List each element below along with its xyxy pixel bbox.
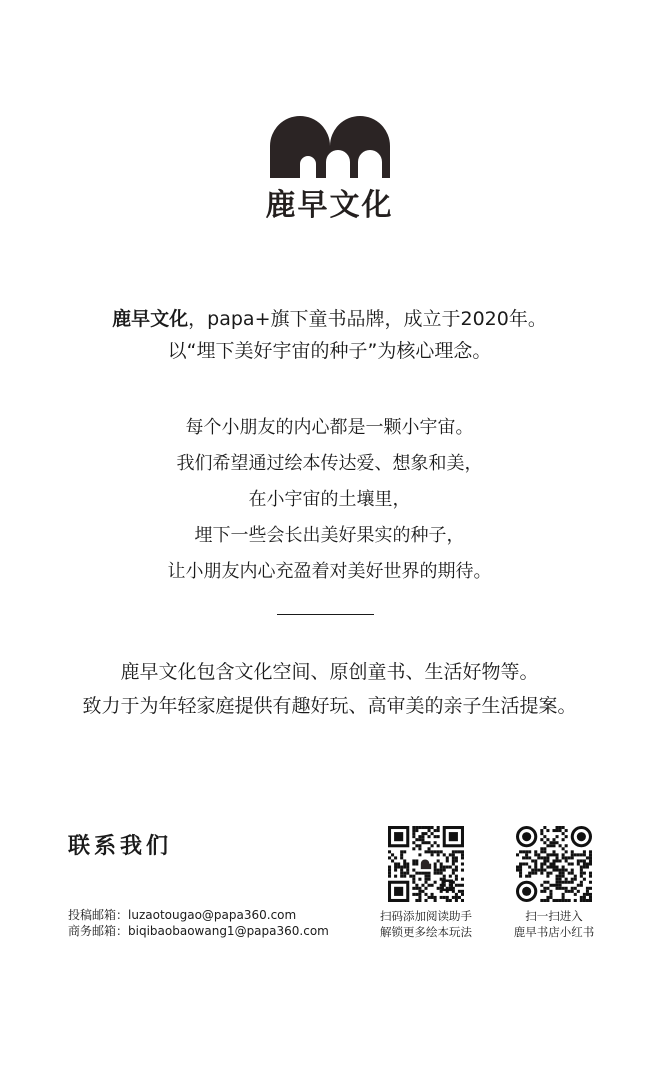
qr-caption-line-1: 扫一扫进入 (525, 909, 583, 923)
business-email-label: 商务邮箱： (68, 924, 129, 938)
qr-xiaohongshu (489, 826, 619, 940)
intro-brand-name: 鹿早文化 (112, 308, 189, 330)
intro-paragraph (0, 303, 659, 367)
outro-paragraph (0, 655, 659, 723)
qr-caption (361, 908, 491, 940)
submission-email-link[interactable]: luzaotougao@papa360.com (128, 908, 297, 922)
deer-logo-icon (270, 116, 390, 178)
brand-name: 鹿早文化 (265, 188, 394, 223)
poem-line: 让小朋友内心充盈着对美好世界的期待。 (167, 561, 492, 582)
brand-logo (0, 116, 659, 224)
poem-paragraph (0, 410, 659, 590)
outro-line: 鹿早文化包含文化空间、原创童书、生活好物等。 (120, 661, 539, 683)
qr-caption-line-2: 解锁更多绘本玩法 (380, 925, 472, 939)
intro-line-1 (0, 303, 659, 335)
intro-line-2: 以“埋下美好宇宙的种子”为核心理念。 (167, 340, 492, 362)
qr-code-icon[interactable] (516, 826, 592, 902)
submission-email-row (68, 907, 329, 923)
intro-line-1-text: ，papa+旗下童书品牌，成立于2020年。 (188, 308, 547, 330)
qr-caption-line-1: 扫码添加阅读助手 (380, 909, 472, 923)
poem-line: 我们希望通过绘本传达爱、想象和美， (176, 453, 483, 474)
business-email-link[interactable]: biqibaobaowang1@papa360.com (128, 924, 329, 938)
poem-line: 每个小朋友的内心都是一颗小宇宙。 (185, 417, 474, 438)
contact-emails (68, 907, 329, 939)
qr-reading-assistant (361, 826, 491, 940)
qr-code-icon[interactable] (388, 826, 464, 902)
contact-title: 联系我们 (68, 834, 173, 859)
poem-line: 埋下一些会长出美好果实的种子， (194, 525, 465, 546)
qr-caption-line-2: 鹿早书店小红书 (513, 925, 595, 939)
business-email-row (68, 923, 329, 939)
submission-email-label: 投稿邮箱： (68, 908, 129, 922)
section-divider (277, 614, 374, 615)
poem-line: 在小宇宙的土壤里， (248, 489, 411, 510)
qr-caption (489, 908, 619, 940)
outro-line: 致力于为年轻家庭提供有趣好玩、高审美的亲子生活提案。 (82, 695, 577, 717)
